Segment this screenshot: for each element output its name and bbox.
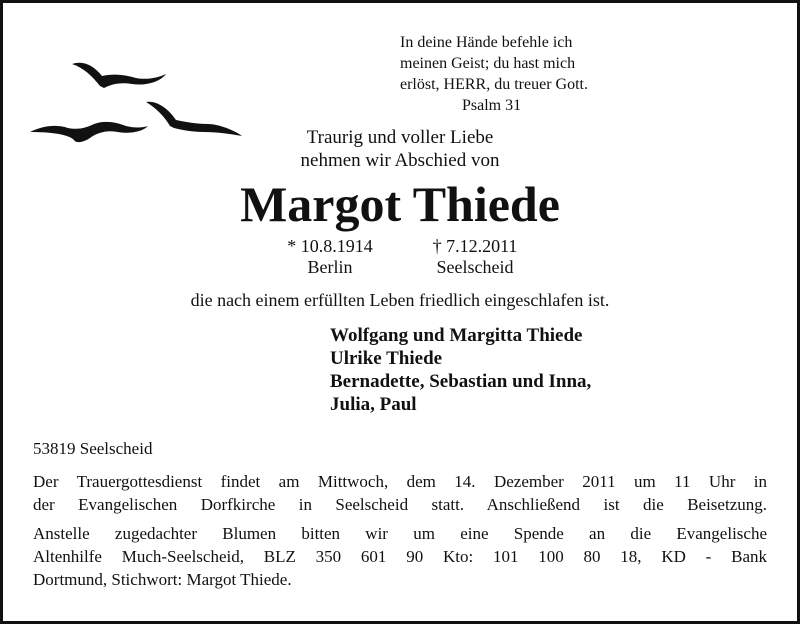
death-place: Seelscheid	[436, 257, 514, 277]
family-line: Bernadette, Sebastian und Inna,	[330, 371, 592, 392]
quote-line: erlöst, HERR, du treuer Gott.	[400, 76, 588, 93]
address-text: 53819 Seelscheid	[33, 439, 153, 458]
quote-line: In deine Hände befehle ich	[400, 34, 573, 51]
statement-text: die nach einem erfüllten Leben friedlich eingeschlafen ist.	[190, 290, 610, 310]
birth-date: * 10.8.1914	[287, 236, 373, 256]
intro-text	[250, 126, 550, 172]
paragraph-line: Altenhilfe Much-Seelscheid, BLZ 350 601 90 Kto: 101 100 80 18, KD - Bank	[33, 547, 767, 566]
paragraph-line: Anstelle zugedachter Blumen bitten wir um eine Spende an die Evangelische	[33, 524, 767, 543]
paragraph-line: Dortmund, Stichwort: Margot Thiede.	[33, 570, 292, 589]
quote-reference: Psalm 31	[462, 97, 522, 114]
intro-line: nehmen wir Abschied von	[300, 150, 500, 171]
family-list	[330, 324, 730, 416]
paragraph-line: Der Trauergottesdienst findet am Mittwoch, dem 14. Dezember 2011 um 11 Uhr in	[33, 472, 767, 491]
death-info	[410, 236, 540, 278]
paragraph-line: der Evangelischen Dorfkirche in Seelscheid statt. Anschließend ist die Beisetzung.	[33, 495, 767, 514]
family-line: Julia, Paul	[330, 394, 417, 415]
death-date: † 7.12.2011	[432, 236, 518, 256]
family-line: Wolfgang und Margitta Thiede	[330, 325, 583, 346]
flying-birds-icon	[28, 52, 248, 152]
psalm-quote	[400, 32, 660, 116]
service-paragraph	[33, 470, 767, 516]
birth-place: Berlin	[307, 257, 353, 277]
birth-info	[270, 236, 390, 278]
intro-line: Traurig und voller Liebe	[306, 127, 494, 148]
deceased-name: Margot Thiede	[240, 176, 560, 232]
donation-paragraph	[33, 522, 767, 591]
family-line: Ulrike Thiede	[330, 348, 443, 369]
quote-line: meinen Geist; du hast mich	[400, 55, 576, 72]
